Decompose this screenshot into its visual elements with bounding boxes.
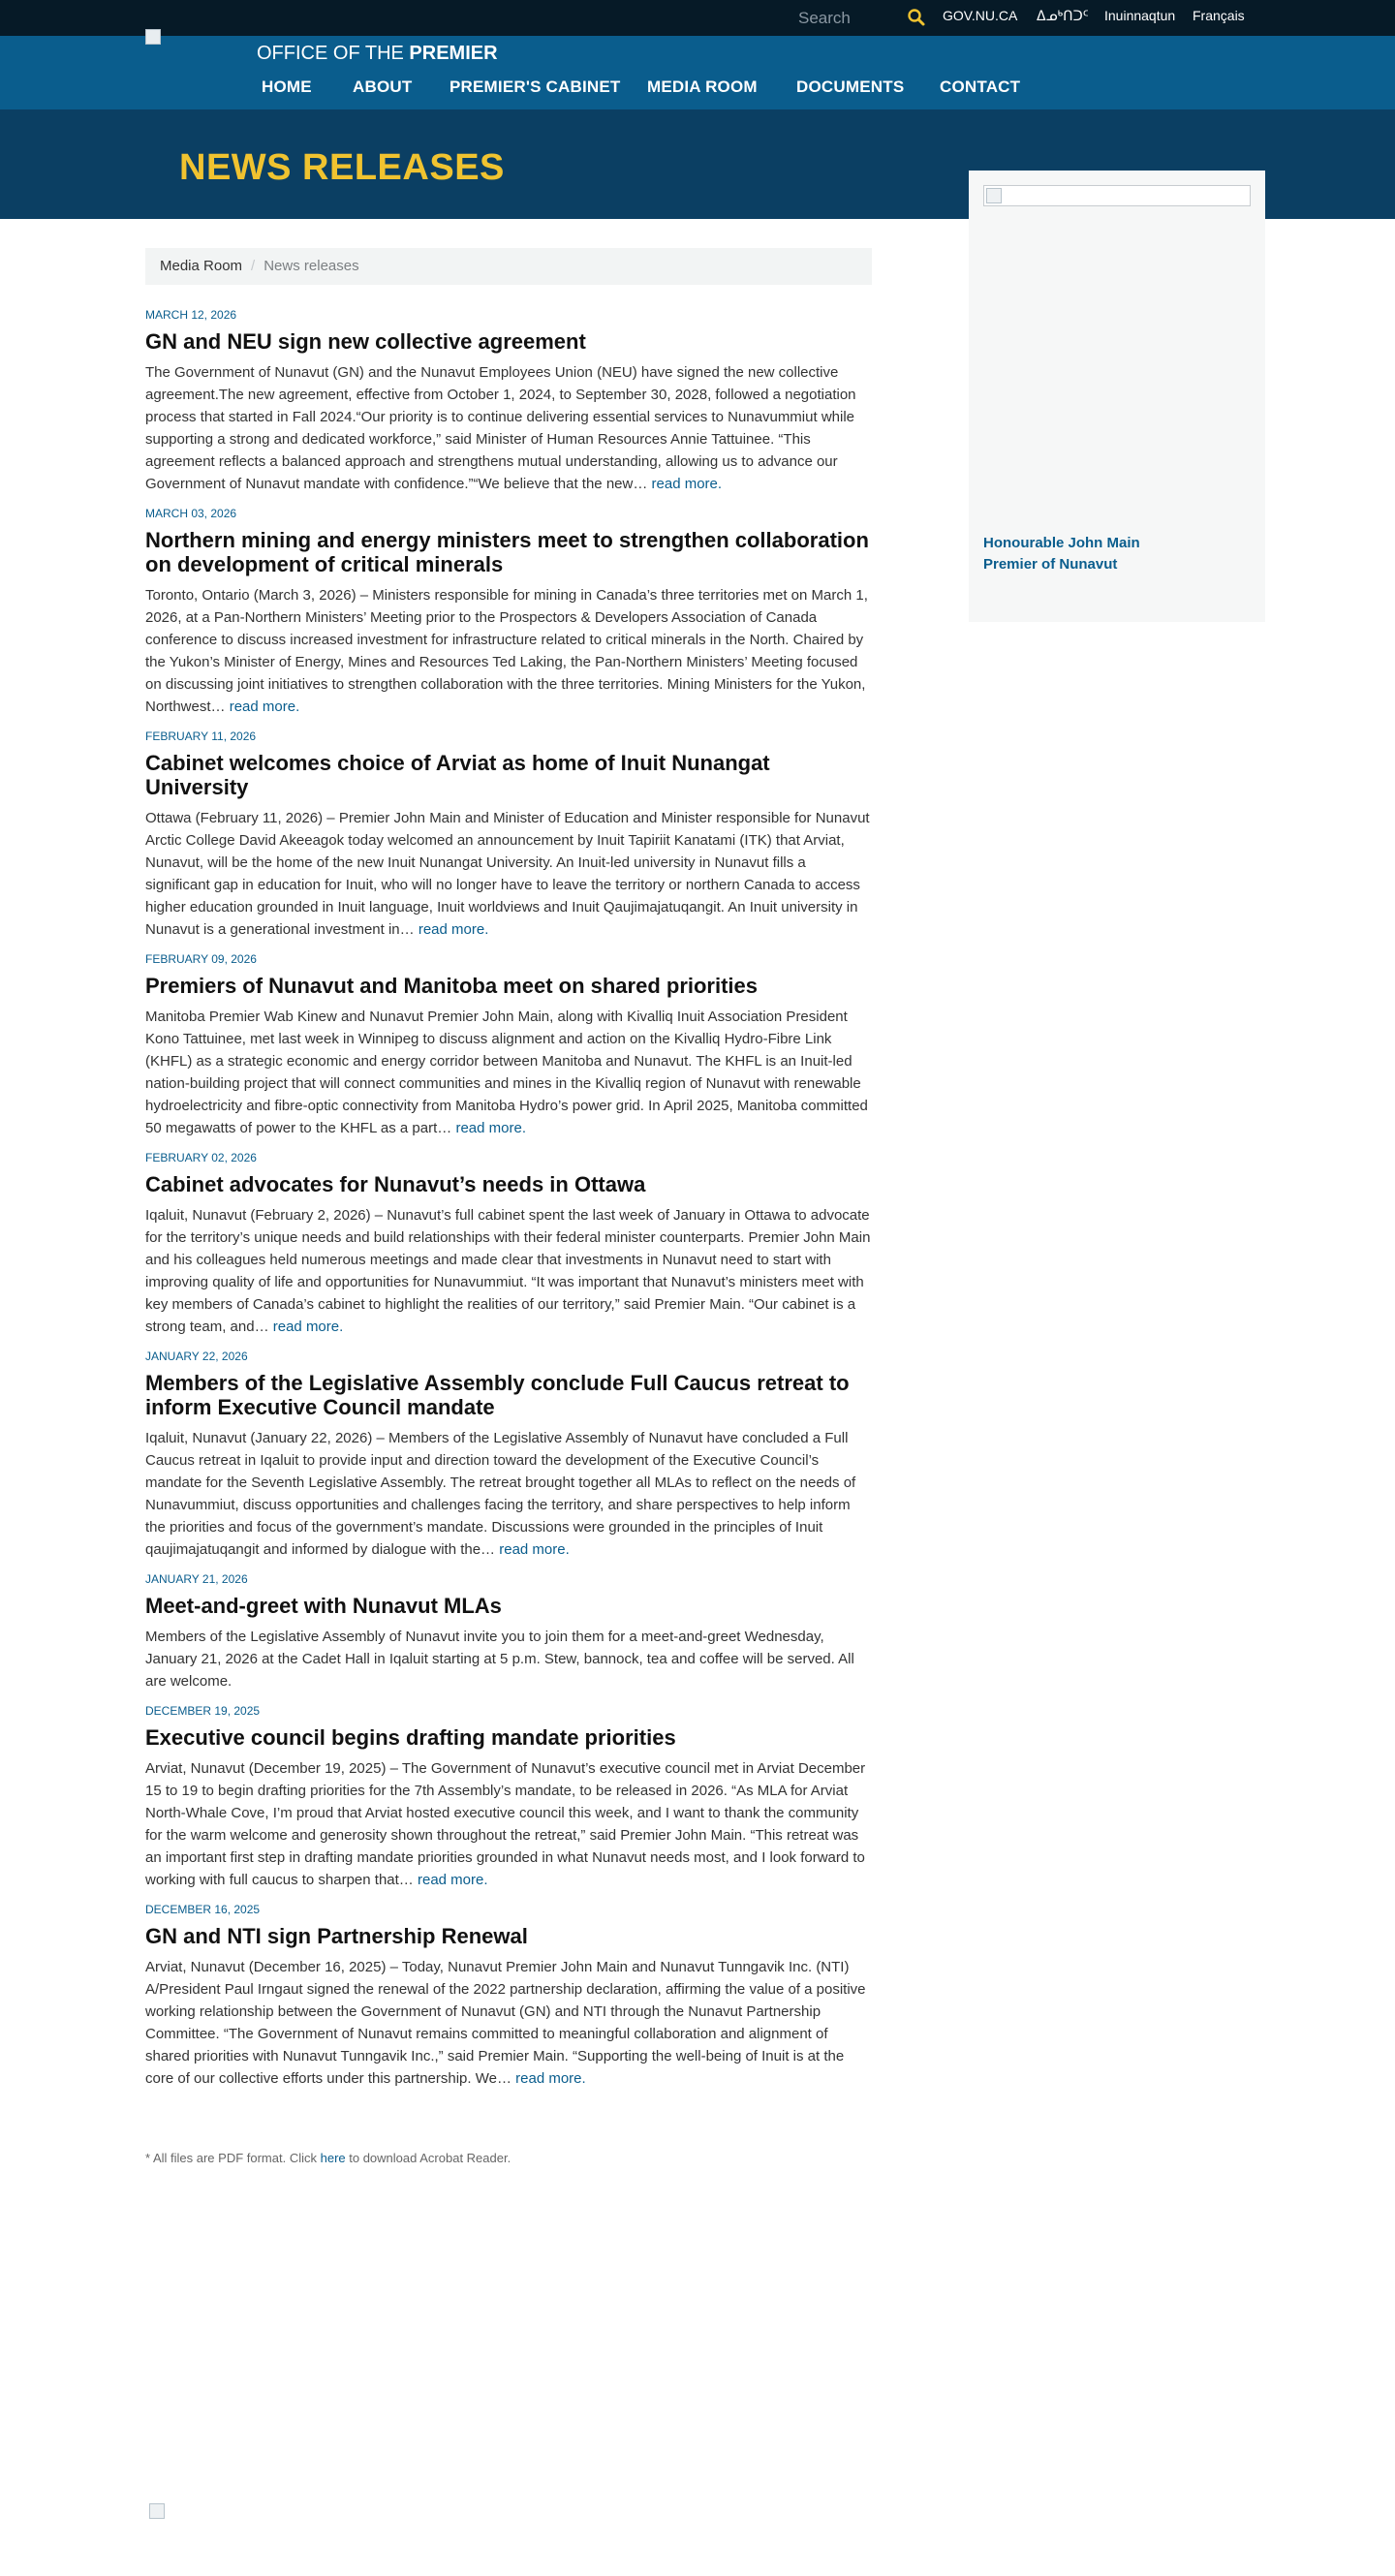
news-summary: [145, 1626, 874, 1692]
read-more-link[interactable]: read more.: [418, 921, 489, 938]
news-summary: [145, 1427, 874, 1561]
news-summary-text: Arviat, Nunavut (December 19, 2025) – The Government of Nunavut’s executive council met in Arviat December 15 to 19 to begin drafting priorities for the 7th Assembly’s mandate, to be released in 2026. “As MLA for Arviat North-Whale Cove, I’m proud that Arviat hosted executive council this week, and I want to thank the community for the warm welcome and generosity shown throughout the retreat,” said Premier John Main. “This retreat was an important first step in drafting mandate priorities grounded in what Nunavut needs most, and I look forward to working with full caucus to sharpen that…: [145, 1760, 866, 1888]
news-title[interactable]: Meet-and-greet with Nunavut MLAs: [145, 1594, 502, 1618]
news-summary: [145, 1757, 874, 1891]
news-title[interactable]: GN and NEU sign new collective agreement: [145, 329, 586, 354]
news-title[interactable]: Members of the Legislative Assembly conclude Full Caucus retreat to inform Executive Council mandate: [145, 1371, 850, 1419]
premier-photo: [983, 185, 1251, 206]
search-icon[interactable]: [907, 8, 926, 27]
news-summary: [145, 807, 874, 941]
premier-name[interactable]: [983, 533, 1140, 575]
news-item: [145, 1348, 874, 1561]
footer-logo: [149, 2503, 165, 2519]
premier-sidebar: [969, 171, 1265, 622]
read-more-link[interactable]: read more.: [272, 1319, 344, 1335]
news-date: MARCH 03, 2026: [145, 507, 237, 520]
read-more-link[interactable]: read more.: [455, 1120, 526, 1136]
news-item: [145, 1149, 874, 1338]
read-more-link[interactable]: read more.: [515, 2070, 586, 2087]
news-item: [145, 505, 874, 718]
news-summary-text: Arviat, Nunavut (December 16, 2025) – Today, Nunavut Premier John Main and Nunavut Tunngavik Inc. (NTI) A/President Paul Irngaut signed the renewal of the 2022 partnership declaration, affirming the value of a positive working relationship between the Government of Nunavut (GN) and NTI through the Nunavut Partnership Committee. “The Government of Nunavut remains committed to meaningful collaboration and alignment of shared priorities with Nunavut Tunngavik Inc.,” said Premier Main. “Supporting the well-being of Inuit is at the core of our collective efforts under this partnership. We…: [145, 1959, 866, 2087]
news-date: JANUARY 22, 2026: [145, 1350, 248, 1363]
nav-about[interactable]: ABOUT: [353, 78, 413, 96]
news-title[interactable]: Premiers of Nunavut and Manitoba meet on shared priorities: [145, 974, 759, 998]
news-date: DECEMBER 16, 2025: [145, 1903, 261, 1916]
breadcrumb: [145, 248, 872, 285]
read-more-link[interactable]: read more.: [499, 1541, 570, 1558]
news-title[interactable]: Executive council begins drafting mandate priorities: [145, 1725, 676, 1750]
read-more-link[interactable]: read more.: [417, 1872, 488, 1888]
news-date: FEBRUARY 11, 2026: [145, 729, 257, 743]
inuinnaqtun-link[interactable]: Inuinnaqtun: [1104, 8, 1176, 23]
inuktitut-link[interactable]: ᐃᓄᒃᑎᑐᑦ: [1037, 8, 1089, 23]
news-summary: [145, 1006, 874, 1139]
page-title: NEWS RELEASES: [179, 147, 505, 188]
news-list: [145, 306, 874, 2099]
news-summary-text: Iqaluit, Nunavut (January 22, 2026) – Members of the Legislative Assembly of Nunavut have concluded a Full Caucus retreat in Iqaluit to provide input and direction toward the development of the Executive Council’s mandate for the Seventh Legislative Assembly. The retreat brought together all MLAs to reflect on the needs of Nunavummiut, discuss opportunities and challenges facing the territory, and share perspectives to help inform the priorities and focus of the government’s mandate. Discussions were grounded in the principles of Inuit qaujimajatuqangit and informed by dialogue with the…: [145, 1430, 856, 1558]
footnote-text-before: * All files are PDF format. Click: [145, 2151, 321, 2165]
news-item: [145, 1570, 874, 1692]
pdf-footnote: [145, 2151, 511, 2165]
news-summary: [145, 584, 874, 718]
news-summary-text: Members of the Legislative Assembly of Nunavut invite you to join them for a meet-and-greet Wednesday, January 21, 2026 at the Cadet Hall in Iqaluit starting at 5 p.m. Stew, bannock, tea and coffee will be served. All are welcome.: [145, 1629, 854, 1690]
news-date: JANUARY 21, 2026: [145, 1572, 248, 1586]
site-title-prefix: OFFICE OF THE: [257, 43, 410, 64]
news-item: [145, 950, 874, 1139]
breadcrumb-current: News releases: [264, 258, 359, 274]
news-date: MARCH 12, 2026: [145, 308, 237, 322]
news-summary: [145, 1204, 874, 1338]
utility-bar: [0, 0, 1395, 36]
news-summary: [145, 1956, 874, 2090]
site-header: [0, 36, 1395, 109]
premier-name-line2: Premier of Nunavut: [983, 556, 1118, 573]
news-item: [145, 728, 874, 941]
footnote-text-after: to download Acrobat Reader.: [345, 2151, 512, 2165]
news-title[interactable]: GN and NTI sign Partnership Renewal: [145, 1924, 528, 1948]
site-title[interactable]: [257, 43, 498, 65]
nav-documents[interactable]: DOCUMENTS: [796, 78, 905, 96]
news-item: [145, 306, 874, 495]
news-summary-text: Manitoba Premier Wab Kinew and Nunavut Premier John Main, along with Kivalliq Inuit Association President Kono Tattuinee, met last week in Winnipeg to discuss alignment and action on the Kivalliq Hydro-Fibre Link (KHFL) as a strategic economic and energy corridor between Manitoba and Nunavut. The KHFL is an Inuit-led nation-building project that will connect communities and mines in the Kivalliq region of Nunavut with renewable hydroelectricity and fibre-optic connectivity from Manitoba Hydro’s power grid. In April 2025, Manitoba committed 50 megawatts of power to the KHFL as a part…: [145, 1009, 868, 1136]
nav-premiers-cabinet[interactable]: PREMIER'S CABINET: [450, 78, 621, 96]
news-title[interactable]: Cabinet advocates for Nunavut’s needs in Ottawa: [145, 1172, 646, 1196]
news-date: FEBRUARY 09, 2026: [145, 952, 257, 966]
premier-name-line1: Honourable John Main: [983, 535, 1140, 551]
read-more-link[interactable]: read more.: [651, 476, 723, 492]
breadcrumb-separator: /: [251, 258, 256, 274]
news-date: FEBRUARY 02, 2026: [145, 1151, 257, 1164]
french-link[interactable]: Français: [1193, 8, 1245, 23]
news-date: DECEMBER 19, 2025: [145, 1704, 261, 1718]
acrobat-download-link[interactable]: here: [320, 2151, 346, 2165]
nav-contact[interactable]: CONTACT: [940, 78, 1021, 96]
breadcrumb-media-room[interactable]: Media Room: [160, 258, 243, 274]
news-summary-text: The Government of Nunavut (GN) and the Nunavut Employees Union (NEU) have signed the new collective agreement.The new agreement, effective from October 1, 2024, to September 30, 2028, followed a negotiation process that started in Fall 2024.“Our priority is to continue delivering essential services to Nunavummiut while supporting a strong and dedicated workforce,” said Minister of Human Resources Annie Tattuinee. “This agreement reflects a balanced approach and strengthens mutual understanding, allowing us to advance our Government of Nunavut mandate with confidence.”“We believe that the new…: [145, 364, 856, 492]
nav-home[interactable]: HOME: [262, 78, 312, 96]
news-summary-text: Iqaluit, Nunavut (February 2, 2026) – Nunavut’s full cabinet spent the last week of January in Ottawa to advocate for the territory’s unique needs and build relationships with their federal minister counterparts. Premier John Main and his colleagues held numerous meetings and made clear that investments in Nunavut need to start with improving quality of life and opportunities for Nunavummiut. “It was important that Nunavut’s ministers meet with key members of Canada’s cabinet to highlight the realities of our territory,” said Premier Main. “Our cabinet is a strong team, and…: [145, 1207, 871, 1335]
read-more-link[interactable]: read more.: [229, 698, 300, 715]
news-title[interactable]: Cabinet welcomes choice of Arviat as home of Inuit Nunangat University: [145, 751, 770, 799]
site-title-bold: PREMIER: [409, 43, 498, 64]
gov-nu-ca-link[interactable]: GOV.NU.CA: [943, 8, 1018, 23]
news-title[interactable]: Northern mining and energy ministers meet to strengthen collaboration on development of critical minerals: [145, 528, 869, 576]
news-summary: [145, 361, 874, 495]
news-item: [145, 1901, 874, 2090]
news-item: [145, 1702, 874, 1891]
news-summary-text: Toronto, Ontario (March 3, 2026) – Ministers responsible for mining in Canada’s three territories met on March 1, 2026, at a Pan-Northern Ministers’ Meeting prior to the Prospectors & Developers Association of Canada conference to discuss increased investment for infrastructure related to critical minerals in the North. Chaired by the Yukon’s Minister of Energy, Mines and Resources Ted Laking, the Pan-Northern Ministers’ Meeting focused on discussing joint initiatives to strengthen collaboration with the three territories. Mining Ministers for the Yukon, Northwest…: [145, 587, 868, 715]
nunavut-logo[interactable]: [145, 29, 163, 47]
news-summary-text: Ottawa (February 11, 2026) – Premier John Main and Minister of Education and Minister responsible for Nunavut Arctic College David Akeeagok today welcomed an announcement by Inuit Tapiriit Kanatami (ITK) that Arviat, Nunavut, will be the home of the new Inuit Nunangat University. An Inuit-led university in Nunavut fills a significant gap in education for Inuit, who will no longer have to leave the territory or northern Canada to access higher education grounded in Inuit language, Inuit worldviews and Inuit Qaujimajatuqangit. An Inuit university in Nunavut is a generational investment in…: [145, 810, 870, 938]
nav-media-room[interactable]: MEDIA ROOM: [647, 78, 758, 96]
